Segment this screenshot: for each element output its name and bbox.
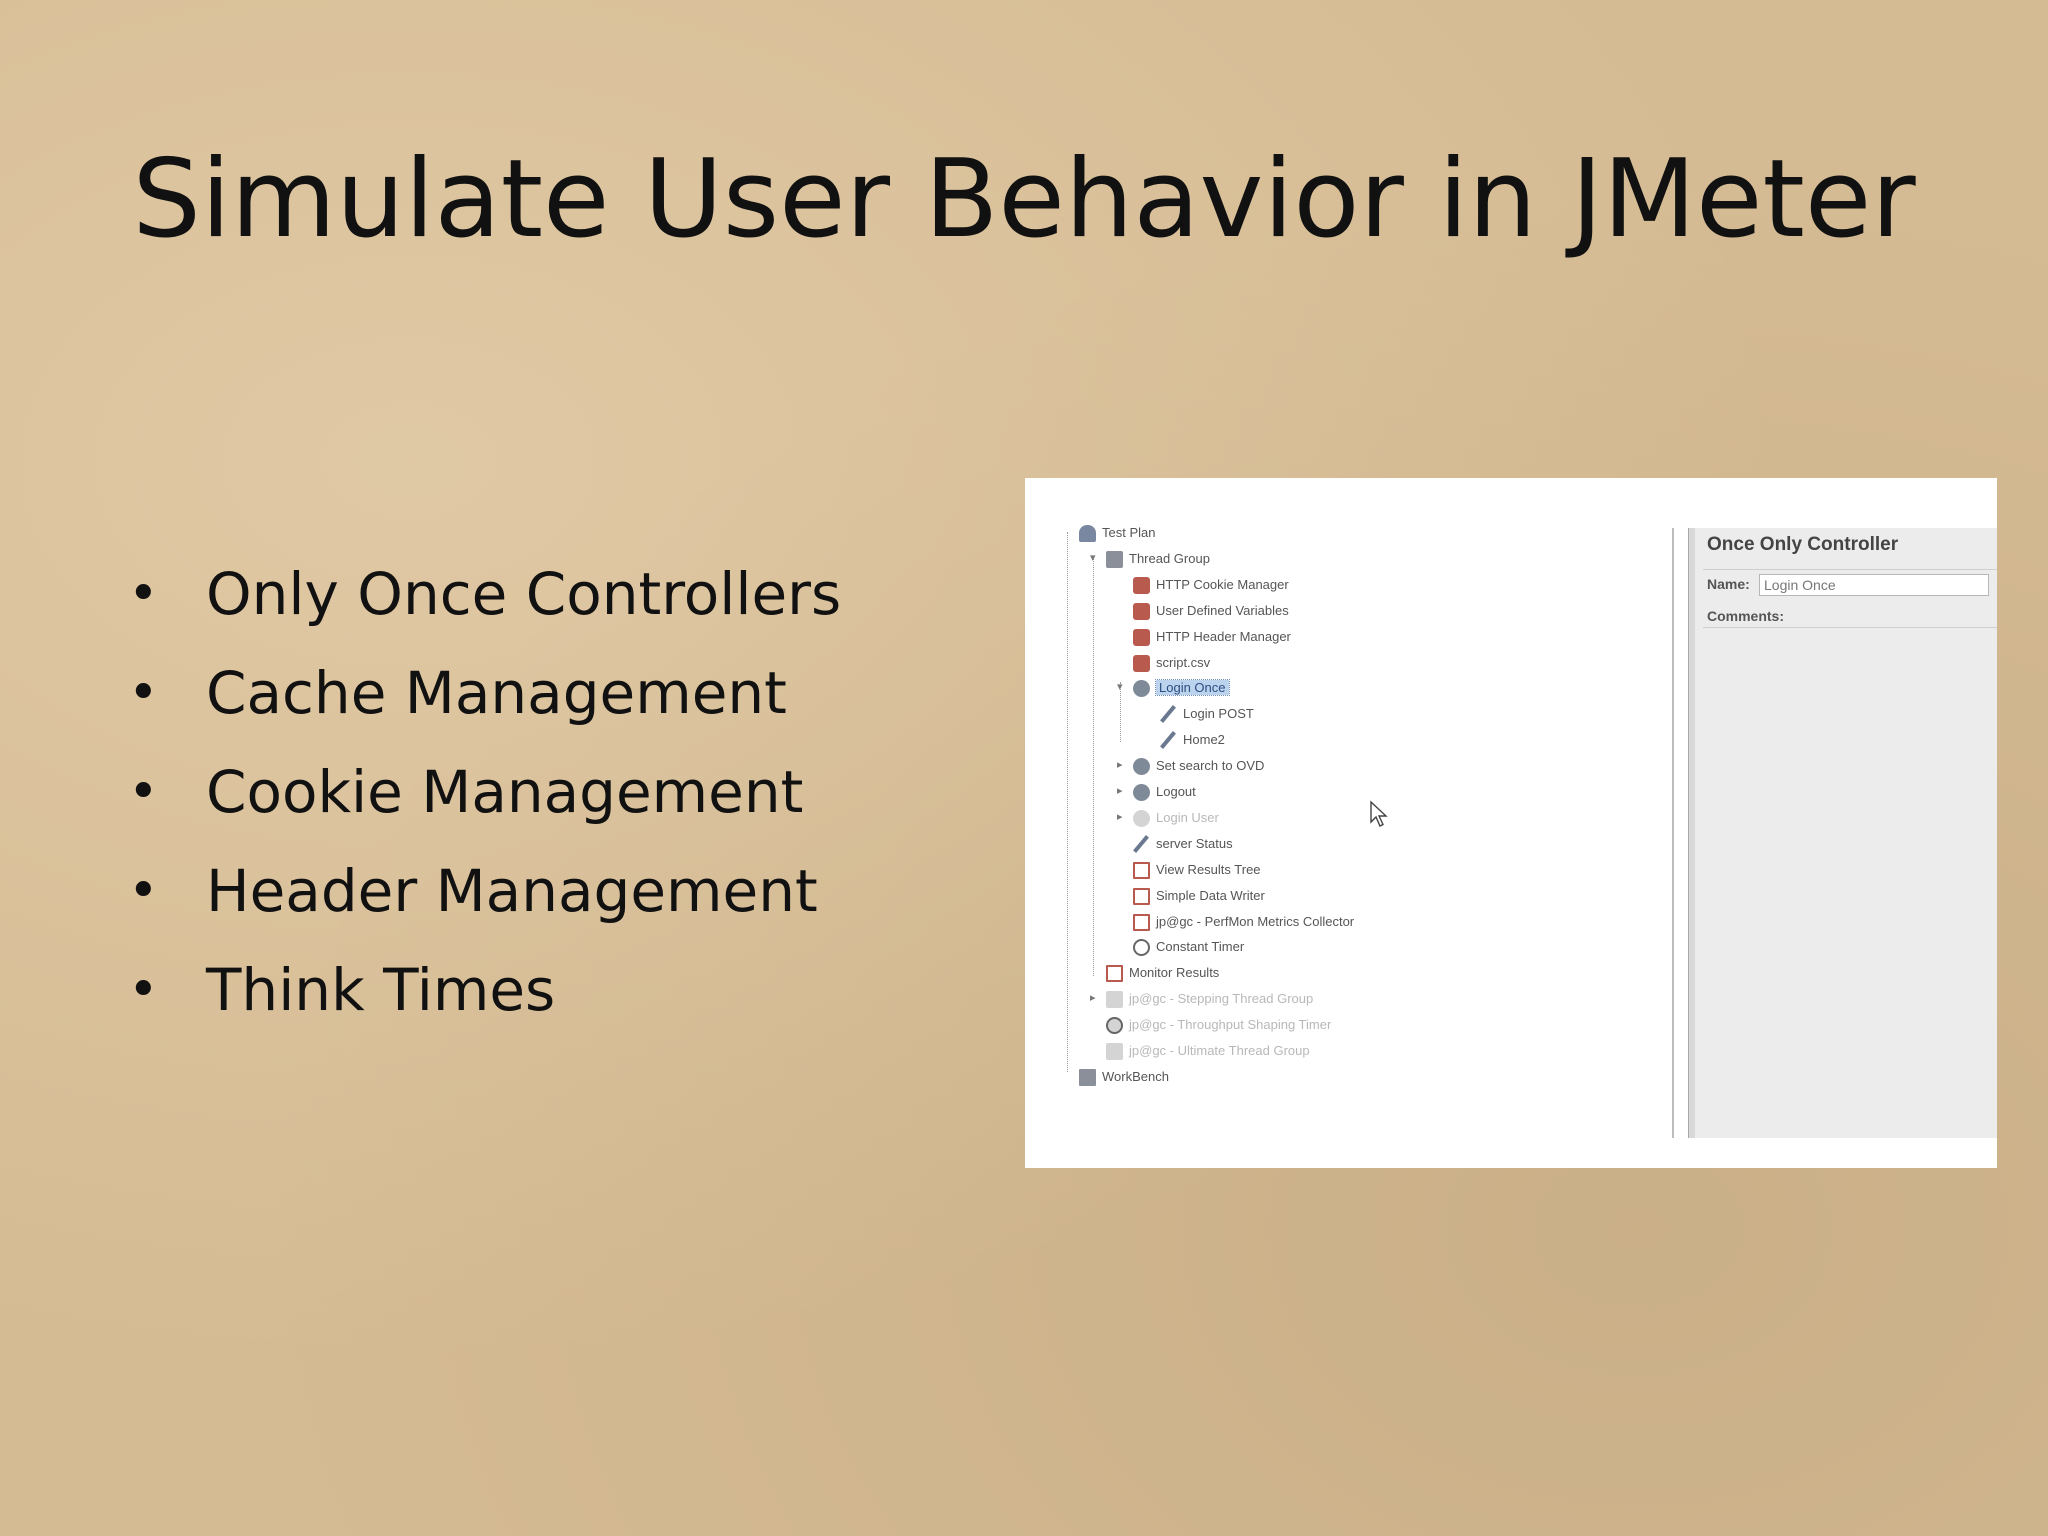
controller-icon: [1133, 680, 1150, 697]
timer-icon: [1106, 1017, 1123, 1034]
tree-node[interactable]: [1106, 1014, 1331, 1036]
bullet-list: [128, 545, 841, 1040]
sampler-icon: [1160, 732, 1177, 749]
tree-node-label: User Defined Variables: [1156, 602, 1289, 618]
tree-node[interactable]: [1133, 652, 1210, 674]
thread-group-icon: [1106, 991, 1123, 1008]
tree-node-label: Simple Data Writer: [1156, 887, 1265, 903]
bullet-dot: •: [128, 762, 159, 822]
tree-node[interactable]: [1133, 626, 1291, 648]
bullet-dot: •: [128, 663, 159, 723]
listener-icon: [1133, 888, 1150, 905]
tree-node-label: jp@gc - PerfMon Metrics Collector: [1156, 913, 1355, 929]
tree-node-label: script.csv: [1156, 654, 1211, 670]
tree-node[interactable]: [1133, 859, 1261, 881]
tree-node[interactable]: [1133, 574, 1289, 596]
tree-node-label: Test Plan: [1102, 525, 1156, 540]
tree-node-label: HTTP Header Manager: [1156, 628, 1291, 644]
tree-node[interactable]: [1160, 703, 1254, 725]
name-label: Name:: [1707, 576, 1750, 592]
config-element-icon: [1133, 655, 1150, 672]
panel-separator: [1703, 569, 1997, 570]
bullet-dot: •: [128, 960, 159, 1020]
comments-label: Comments:: [1707, 608, 1785, 624]
tree-node-label: Login User: [1156, 809, 1219, 825]
tree-node-label: Login POST: [1183, 706, 1254, 722]
bullet-item: • Header Management: [128, 842, 841, 941]
tree-node-label: Set search to OVD: [1156, 758, 1265, 774]
panel-title: Once Only Controller: [1707, 534, 1899, 555]
config-element-icon: [1133, 603, 1150, 620]
tree-node[interactable]: [1133, 755, 1264, 777]
bullet-item: • Only Once Controllers: [128, 545, 841, 644]
tree-node-label: Logout: [1156, 784, 1196, 799]
jmeter-screenshot: [1025, 478, 1997, 1168]
controller-icon: [1133, 784, 1150, 801]
tree-node-label: jp@gc - Ultimate Thread Group: [1129, 1043, 1310, 1058]
controller-icon: [1133, 810, 1150, 827]
test-plan-icon: [1079, 525, 1096, 542]
config-element-icon: [1133, 629, 1150, 646]
tree-node[interactable]: [1133, 833, 1233, 855]
splitter-line: [1672, 528, 1674, 1138]
tree-node[interactable]: [1079, 1066, 1169, 1088]
bullet-item: • Cache Management: [128, 644, 841, 743]
comments-separator: [1703, 627, 1997, 628]
collapse-toggle-icon[interactable]: ▾: [1117, 681, 1123, 694]
thread-group-icon: [1106, 1043, 1123, 1060]
thread-group-icon: [1106, 551, 1123, 568]
tree-node-label: Thread Group: [1129, 550, 1210, 566]
config-element-icon: [1133, 577, 1150, 594]
listener-icon: [1106, 965, 1123, 982]
tree-node[interactable]: [1133, 936, 1244, 958]
tree-node-label: Home2: [1183, 732, 1225, 748]
tree-node-label: HTTP Cookie Manager: [1156, 576, 1289, 592]
timer-icon: [1133, 939, 1150, 956]
tree-node-label: Constant Timer: [1156, 939, 1245, 955]
tree-node[interactable]: [1133, 807, 1219, 829]
controller-panel: [1695, 528, 1997, 1138]
bullet-dot: •: [128, 564, 159, 624]
expand-toggle-icon[interactable]: ▸: [1117, 810, 1123, 823]
expand-toggle-icon[interactable]: ▸: [1117, 759, 1123, 772]
collapse-toggle-icon[interactable]: ▾: [1090, 551, 1096, 564]
listener-icon: [1133, 914, 1150, 931]
tree-node[interactable]: [1106, 988, 1313, 1010]
tree-node[interactable]: [1133, 600, 1289, 622]
sampler-icon: [1133, 836, 1150, 853]
tree-node[interactable]: [1133, 677, 1229, 699]
tree-node[interactable]: [1133, 885, 1265, 907]
bullet-dot: •: [128, 861, 159, 921]
tree-node[interactable]: [1079, 522, 1155, 544]
tree-node[interactable]: [1160, 729, 1225, 751]
workbench-icon: [1079, 1069, 1096, 1086]
expand-toggle-icon[interactable]: ▸: [1090, 992, 1096, 1005]
tree-node[interactable]: [1133, 781, 1196, 803]
tree-node-label: Monitor Results: [1129, 965, 1220, 981]
bullet-item: • Think Times: [128, 941, 841, 1040]
expand-toggle-icon[interactable]: ▸: [1117, 785, 1123, 797]
listener-icon: [1133, 862, 1150, 879]
tree-node[interactable]: [1133, 911, 1354, 933]
tree-connector-line: [1067, 532, 1068, 1072]
tree-node-label: WorkBench: [1102, 1068, 1169, 1084]
tree-connector-line: [1093, 556, 1094, 976]
mouse-pointer-icon: [1369, 800, 1389, 828]
tree-node[interactable]: [1106, 962, 1219, 984]
tree-node-label: View Results Tree: [1156, 861, 1261, 877]
tree-node[interactable]: [1106, 548, 1210, 570]
tree-node-label: jp@gc - Stepping Thread Group: [1129, 991, 1314, 1007]
tree-node-label: jp@gc - Throughput Shaping Timer: [1129, 1017, 1332, 1033]
tree-node[interactable]: [1106, 1040, 1310, 1062]
tree-node-label: Login Once: [1156, 680, 1229, 695]
controller-icon: [1133, 758, 1150, 775]
bullet-item: • Cookie Management: [128, 743, 841, 842]
sampler-icon: [1160, 706, 1177, 723]
tree-node-label: server Status: [1156, 835, 1233, 851]
name-field[interactable]: [1759, 574, 1989, 596]
slide-title: Simulate User Behavior in JMeter: [132, 137, 1916, 262]
